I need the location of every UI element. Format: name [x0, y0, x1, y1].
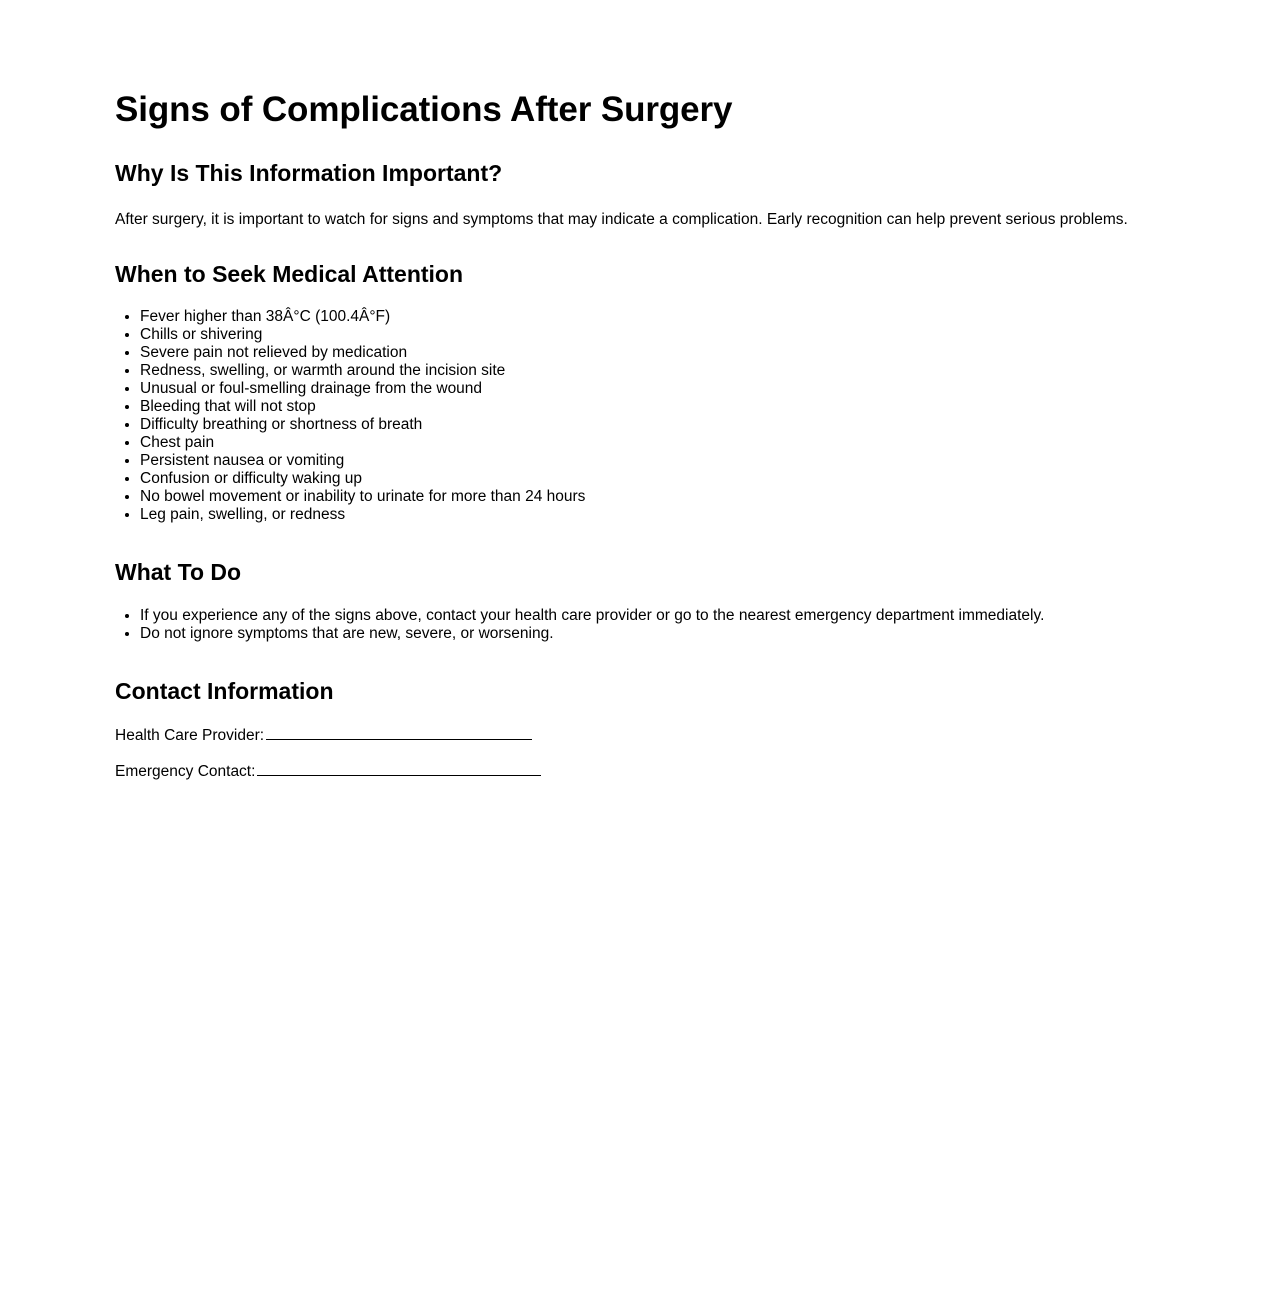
list-item: • Chills or shivering: [140, 326, 1160, 344]
health-care-provider-label: Health Care Provider:: [115, 727, 265, 745]
intro-paragraph: After surgery, it is important to watch for signs and symptoms that may indicate a complication. Early recognition can help prevent serious problems.: [115, 211, 1128, 229]
list-item: • Confusion or difficulty waking up: [140, 470, 1160, 488]
list-item: • Chest pain: [140, 434, 1160, 452]
contact-field-emergency-contact: [115, 762, 1160, 782]
list-item: • No bowel movement or inability to urinate for more than 24 hours: [140, 488, 1160, 506]
list-item: • Unusual or foul-smelling drainage from the wound: [140, 380, 1160, 398]
page-title: Signs of Complications After Surgery: [115, 90, 733, 129]
list-item: • If you experience any of the signs above, contact your health care provider or go to the nearest emergency department immediately.: [140, 607, 1160, 625]
health-care-provider-fill-line[interactable]: [266, 728, 532, 740]
section-heading-contact-information: Contact Information: [115, 677, 334, 704]
list-item: • Leg pain, swelling, or redness: [140, 506, 1160, 524]
contact-information-block: [115, 726, 1160, 782]
list-item: • Difficulty breathing or shortness of breath: [140, 416, 1160, 434]
section-heading-what-to-do: What To Do: [115, 559, 242, 586]
list-item: • Bleeding that will not stop: [140, 398, 1160, 416]
list-item: • Do not ignore symptoms that are new, severe, or worsening.: [140, 625, 1160, 643]
emergency-contact-label: Emergency Contact:: [115, 763, 256, 781]
section-heading-when-to-seek: When to Seek Medical Attention: [115, 261, 464, 288]
contact-field-health-care-provider: [115, 726, 1160, 746]
emergency-contact-fill-line[interactable]: [257, 764, 541, 776]
section-heading-why-important: Why Is This Information Important?: [115, 159, 503, 186]
list-item: • Persistent nausea or vomiting: [140, 452, 1160, 470]
warning-signs-list: [115, 308, 1160, 524]
list-item: • Fever higher than 38Â°C (100.4Â°F): [140, 308, 1160, 326]
what-to-do-list: [115, 607, 1160, 643]
list-item: • Severe pain not relieved by medication: [140, 344, 1160, 362]
list-item: • Redness, swelling, or warmth around the incision site: [140, 362, 1160, 380]
